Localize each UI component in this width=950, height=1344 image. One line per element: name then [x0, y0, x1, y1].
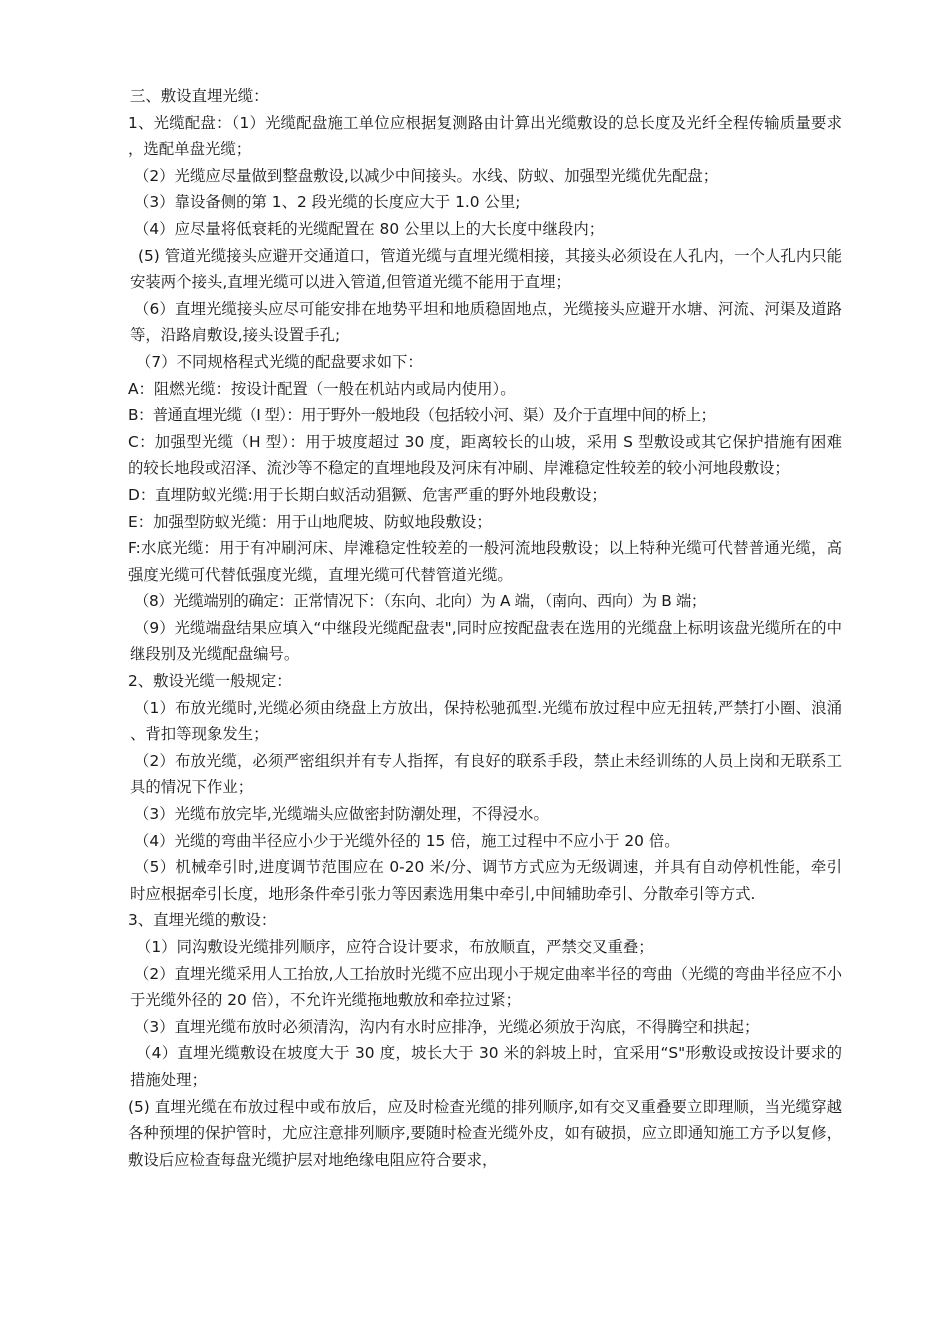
paragraph-item-7: （7）不同规格程式光缆的配盘要求如下： — [136, 352, 423, 371]
paragraph-item-5: (5) 管道光缆接头应避开交通道口，管道光缆与直埋光缆相接，其接头必须设在人孔内，一个人孔内只能安装两个接头,直埋光缆可以进入管道,但管道光缆不能用于直埋； — [130, 246, 842, 292]
paragraph-item-3: （3）靠设备侧的第 1、2 段光缆的长度应大于 1.0 公里; — [134, 193, 521, 212]
subsection-heading-direct-burial: 3、直埋光缆的敷设： — [128, 911, 277, 930]
paragraph-item-9: （9）光缆端盘结果应填入“中继段光缆配盘表",同时应按配盘表在选用的光缆盘上标明该盘光缆所在的中继段别及光缆配盘编号。 — [130, 618, 842, 664]
paragraph-burial-3: （3）直埋光缆布放时必须清沟，沟内有水时应排净，光缆必须放于沟底，不得腾空和拱起； — [134, 1017, 760, 1036]
paragraph-burial-1: （1）同沟敷设光缆排列顺序，应符合设计要求，布放顺直，严禁交叉重叠； — [136, 938, 654, 956]
paragraph-type-c: C：加强型光缆（H 型）：用于坡度超过 30 度，距离较长的山坡，采用 S 型敷设或其它保护措施有困难的较长地段或沼泽、流沙等不稳定的直埋地段及河床有冲刷、岸滩稳定性较差的较小河地段敷设； — [128, 432, 842, 478]
paragraph-rule-5: （5）机械牵引时,进度调节范围应在 0-20 米/分、调节方式应为无级调速，并具有自动停机性能，牵引时应根据牵引长度，地形条件牵引张力等因素选用集中牵引,中间辅助牵引、分散牵引等方式. — [130, 858, 842, 903]
paragraph-type-f: F:水底光缆：用于有冲刷河床、岸滩稳定性较差的一般河流地段敷设；以上特种光缆可代替普通光缆，高强度光缆可代替低强度光缆，直埋光缆可代替管道光缆。 — [128, 539, 842, 584]
paragraph-item-4: （4）应尽量将低衰耗的光缆配置在 80 公里以上的大长度中继段内； — [134, 219, 605, 238]
paragraph-burial-5: (5) 直埋光缆在布放过程中或布放后，应及时检查光缆的排列顺序,如有交叉重叠要立即理顺，当光缆穿越各种预埋的保护管时，尤应注意排列顺序,要随时检查光缆外皮，如有破损，应立即通知施工方予以复修，敷设后应检查每盘光缆护层对地绝缘电阻应符合要求， — [128, 1097, 842, 1169]
paragraph-type-a: A：阻燃光缆：按设计配置（一般在机站内或局内使用）。 — [128, 379, 516, 398]
paragraph-burial-2: （2）直埋光缆采用人工抬放,人工抬放时光缆不应出现小于规定曲率半径的弯曲（光缆的弯曲半径应不小于光缆外径的 20 倍），不允许光缆拖地敷放和牵拉过紧； — [130, 964, 842, 1010]
paragraph-rule-1: （1）布放光缆时,光缆必须由绕盘上方放出，保持松驰孤型.光缆布放过程中应无扭转,严禁打小圈、浪涌、背扣等现象发生； — [130, 698, 842, 744]
paragraph-burial-4: （4）直埋光缆敷设在坡度大于 30 度，坡长大于 30 米的斜坡上时，宜采用“S"形敷设或按设计要求的措施处理； — [130, 1044, 842, 1089]
paragraph-type-e: E：加强型防蚁光缆：用于山地爬坡、防蚁地段敷设； — [128, 512, 492, 531]
document-body — [130, 83, 842, 1173]
paragraph-type-b: B：普通直埋光缆（I 型）：用于野外一般地段（包括较小河、渠）及介于直埋中间的桥上； — [128, 406, 716, 425]
paragraph-item-6: （6）直埋光缆接头应尽可能安排在地势平坦和地质稳固地点，光缆接头应避开水塘、河流、河渠及道路等，沿路肩敷设,接头设置手孔; — [130, 299, 842, 345]
section-heading: 三、敷设直埋光缆： — [130, 87, 269, 105]
subsection-heading-general-rules: 2、敷设光缆一般规定： — [128, 672, 292, 691]
paragraph-rule-3: （3）光缆布放完毕,光缆端头应做密封防潮处理，不得浸水。 — [134, 805, 549, 824]
paragraph-item-8: （8）光缆端别的确定：正常情况下：（东向、北向）为 A 端，（南向、西向）为 B 端； — [134, 592, 706, 611]
paragraph-rule-2: （2）布放光缆，必须严密组织并有专人指挥，有良好的联系手段，禁止未经训练的人员上岗和无联系工具的情况下作业； — [130, 751, 842, 797]
paragraph-item-2: （2）光缆应尽量做到整盘敷设,以减少中间接头。水线、防蚁、加强型光缆优先配盘； — [134, 166, 719, 185]
paragraph-rule-4: （4）光缆的弯曲半径应小少于光缆外径的 15 倍，施工过程中不应小于 20 倍。 — [134, 831, 680, 850]
paragraph-type-d: D：直埋防蚁光缆:用于长期白蚁活动猖獗、危害严重的野外地段敷设； — [128, 485, 607, 504]
subsection-heading-cable-allocation: 1、光缆配盘：（1）光缆配盘施工单位应根据复测路由计算出光缆敷设的总长度及光纤全程传输质量要求，选配单盘光缆； — [128, 113, 842, 159]
